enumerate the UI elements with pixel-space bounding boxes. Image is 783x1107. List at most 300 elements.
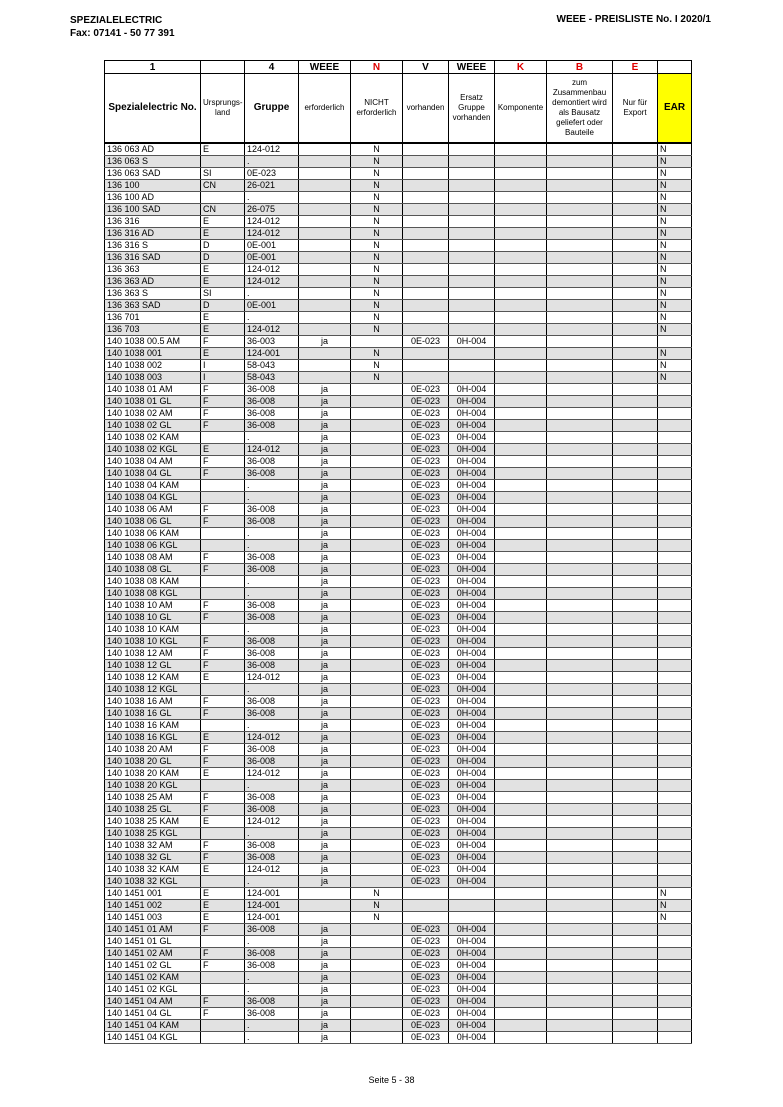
cell-kit: [547, 888, 613, 900]
cell-not-required: [351, 708, 403, 720]
cell-export: [613, 444, 658, 456]
cell-part-number: 140 1038 06 KGL: [105, 540, 201, 552]
cell-kit: [547, 552, 613, 564]
cell-available: 0E-023: [403, 684, 449, 696]
table-row: [105, 996, 692, 1008]
cell-ear: [658, 516, 692, 528]
cell-ear: [658, 996, 692, 1008]
cell-not-required: [351, 840, 403, 852]
table-row: [105, 768, 692, 780]
cell-component: [495, 756, 547, 768]
cell-replacement-group: 0H-004: [449, 792, 495, 804]
cell-origin: F: [201, 852, 245, 864]
cell-available: [403, 276, 449, 288]
cell-available: 0E-023: [403, 612, 449, 624]
cell-export: [613, 420, 658, 432]
cell-ear: N: [658, 312, 692, 324]
cell-group: 36-003: [245, 336, 299, 348]
cell-ear: [658, 612, 692, 624]
cell-export: [613, 216, 658, 228]
cell-part-number: 140 1038 20 AM: [105, 744, 201, 756]
cell-available: 0E-023: [403, 780, 449, 792]
table-row: [105, 324, 692, 336]
cell-replacement-group: 0H-004: [449, 864, 495, 876]
table-row: [105, 912, 692, 924]
cell-kit: [547, 480, 613, 492]
cell-export: [613, 708, 658, 720]
table-row: [105, 552, 692, 564]
cell-available: [403, 900, 449, 912]
cell-part-number: 140 1038 20 KAM: [105, 768, 201, 780]
cell-part-number: 140 1038 06 GL: [105, 516, 201, 528]
cell-component: [495, 816, 547, 828]
cell-kit: [547, 864, 613, 876]
cell-group: 124-012: [245, 228, 299, 240]
cell-replacement-group: 0H-004: [449, 600, 495, 612]
table-row: [105, 936, 692, 948]
cell-weee-required: [299, 252, 351, 264]
cell-origin: F: [201, 396, 245, 408]
cell-ear: [658, 852, 692, 864]
cell-available: 0E-023: [403, 960, 449, 972]
cell-ear: [658, 972, 692, 984]
cell-group: 36-008: [245, 396, 299, 408]
cell-origin: E: [201, 900, 245, 912]
cell-replacement-group: 0H-004: [449, 996, 495, 1008]
cell-replacement-group: 0H-004: [449, 564, 495, 576]
table-row: [105, 156, 692, 168]
cell-weee-required: ja: [299, 840, 351, 852]
cell-not-required: N: [351, 300, 403, 312]
cell-export: [613, 528, 658, 540]
cell-origin: [201, 828, 245, 840]
page-number: Seite 5 - 38: [368, 1075, 415, 1085]
cell-origin: E: [201, 912, 245, 924]
cell-replacement-group: 0H-004: [449, 732, 495, 744]
cell-part-number: 140 1038 06 AM: [105, 504, 201, 516]
cell-export: [613, 396, 658, 408]
cell-export: [613, 516, 658, 528]
cell-kit: [547, 384, 613, 396]
cell-ear: [658, 708, 692, 720]
cell-origin: [201, 624, 245, 636]
cell-ear: N: [658, 360, 692, 372]
cell-not-required: [351, 972, 403, 984]
cell-replacement-group: [449, 288, 495, 300]
cell-origin: E: [201, 816, 245, 828]
cell-origin: F: [201, 516, 245, 528]
cell-available: [403, 912, 449, 924]
cell-group: 36-008: [245, 636, 299, 648]
cell-available: 0E-023: [403, 1020, 449, 1032]
table-row: [105, 960, 692, 972]
cell-component: [495, 696, 547, 708]
cell-available: 0E-023: [403, 540, 449, 552]
cell-component: [495, 732, 547, 744]
cell-origin: D: [201, 252, 245, 264]
cell-replacement-group: [449, 276, 495, 288]
cell-replacement-group: 0H-004: [449, 612, 495, 624]
cell-origin: F: [201, 600, 245, 612]
table-row: [105, 588, 692, 600]
cell-not-required: [351, 1008, 403, 1020]
cell-replacement-group: 0H-004: [449, 540, 495, 552]
cell-replacement-group: 0H-004: [449, 624, 495, 636]
cell-ear: [658, 528, 692, 540]
table-row: [105, 252, 692, 264]
cell-component: [495, 828, 547, 840]
cell-not-required: N: [351, 216, 403, 228]
cell-export: [613, 408, 658, 420]
cell-not-required: [351, 384, 403, 396]
cell-origin: E: [201, 276, 245, 288]
cell-ear: N: [658, 240, 692, 252]
cell-export: [613, 720, 658, 732]
cell-weee-required: ja: [299, 876, 351, 888]
cell-weee-required: ja: [299, 492, 351, 504]
cell-group: 36-008: [245, 696, 299, 708]
cell-origin: F: [201, 924, 245, 936]
cell-not-required: [351, 396, 403, 408]
cell-component: [495, 300, 547, 312]
cell-origin: D: [201, 240, 245, 252]
cell-part-number: 140 1038 12 GL: [105, 660, 201, 672]
cell-kit: [547, 804, 613, 816]
cell-part-number: 140 1038 001: [105, 348, 201, 360]
cell-not-required: [351, 516, 403, 528]
cell-ear: [658, 504, 692, 516]
cell-ear: [658, 636, 692, 648]
cell-component: [495, 624, 547, 636]
cell-origin: F: [201, 564, 245, 576]
cell-group: 36-008: [245, 852, 299, 864]
cell-kit: [547, 228, 613, 240]
table-row: [105, 540, 692, 552]
cell-export: [613, 576, 658, 588]
cell-replacement-group: 0H-004: [449, 684, 495, 696]
cell-part-number: 140 1038 10 AM: [105, 600, 201, 612]
cell-ear: N: [658, 372, 692, 384]
cell-replacement-group: [449, 204, 495, 216]
cell-export: [613, 732, 658, 744]
cell-kit: [547, 672, 613, 684]
cell-export: [613, 180, 658, 192]
cell-not-required: [351, 804, 403, 816]
cell-kit: [547, 408, 613, 420]
cell-export: [613, 456, 658, 468]
cell-group: .: [245, 984, 299, 996]
cell-origin: F: [201, 336, 245, 348]
cell-component: [495, 324, 547, 336]
cell-part-number: 140 1038 20 KGL: [105, 780, 201, 792]
cell-not-required: [351, 528, 403, 540]
cell-part-number: 140 1038 25 KAM: [105, 816, 201, 828]
cell-part-number: 136 063 AD: [105, 143, 201, 156]
cell-available: 0E-023: [403, 384, 449, 396]
cell-available: [403, 888, 449, 900]
cell-not-required: [351, 468, 403, 480]
cell-weee-required: ja: [299, 552, 351, 564]
table-row: [105, 300, 692, 312]
cell-ear: N: [658, 252, 692, 264]
cell-ear: N: [658, 192, 692, 204]
cell-weee-required: ja: [299, 972, 351, 984]
cell-ear: [658, 444, 692, 456]
cell-weee-required: ja: [299, 672, 351, 684]
cell-replacement-group: 0H-004: [449, 972, 495, 984]
cell-group: .: [245, 288, 299, 300]
cell-component: [495, 216, 547, 228]
cell-component: [495, 528, 547, 540]
cell-origin: F: [201, 792, 245, 804]
cell-ear: N: [658, 228, 692, 240]
cell-weee-required: ja: [299, 1008, 351, 1020]
cell-ear: [658, 564, 692, 576]
cell-export: [613, 252, 658, 264]
cell-available: [403, 300, 449, 312]
cell-weee-required: [299, 288, 351, 300]
cell-replacement-group: 0H-004: [449, 780, 495, 792]
cell-replacement-group: [449, 900, 495, 912]
cell-ear: [658, 576, 692, 588]
cell-kit: [547, 143, 613, 156]
table-row: [105, 216, 692, 228]
cell-not-required: [351, 936, 403, 948]
cell-not-required: [351, 336, 403, 348]
cell-available: 0E-023: [403, 972, 449, 984]
cell-weee-required: ja: [299, 696, 351, 708]
cell-not-required: [351, 684, 403, 696]
cell-kit: [547, 156, 613, 168]
cell-replacement-group: 0H-004: [449, 408, 495, 420]
cell-weee-required: ja: [299, 756, 351, 768]
cell-group: 36-008: [245, 660, 299, 672]
cell-part-number: 136 363 AD: [105, 276, 201, 288]
cell-available: 0E-023: [403, 672, 449, 684]
cell-group: 0E-001: [245, 252, 299, 264]
cell-not-required: [351, 984, 403, 996]
cell-origin: F: [201, 708, 245, 720]
cell-not-required: N: [351, 348, 403, 360]
col-code-6: V: [403, 61, 449, 74]
cell-weee-required: ja: [299, 396, 351, 408]
cell-available: 0E-023: [403, 576, 449, 588]
cell-kit: [547, 396, 613, 408]
cell-not-required: [351, 576, 403, 588]
table-row: [105, 1032, 692, 1044]
cell-replacement-group: 0H-004: [449, 336, 495, 348]
cell-part-number: 140 1038 10 KAM: [105, 624, 201, 636]
cell-weee-required: ja: [299, 780, 351, 792]
table-row: [105, 168, 692, 180]
cell-part-number: 136 701: [105, 312, 201, 324]
cell-not-required: [351, 864, 403, 876]
col-label-component: Komponente: [495, 74, 547, 144]
cell-available: [403, 192, 449, 204]
cell-kit: [547, 1008, 613, 1020]
cell-group: 36-008: [245, 564, 299, 576]
cell-component: [495, 912, 547, 924]
table-row: [105, 420, 692, 432]
cell-weee-required: ja: [299, 636, 351, 648]
cell-export: [613, 696, 658, 708]
cell-component: [495, 396, 547, 408]
cell-origin: [201, 492, 245, 504]
cell-export: [613, 636, 658, 648]
cell-kit: [547, 600, 613, 612]
cell-replacement-group: 0H-004: [449, 516, 495, 528]
cell-export: [613, 204, 658, 216]
table-row: [105, 504, 692, 516]
cell-origin: E: [201, 264, 245, 276]
cell-replacement-group: [449, 264, 495, 276]
table-row: [105, 1008, 692, 1020]
cell-available: 0E-023: [403, 792, 449, 804]
cell-kit: [547, 624, 613, 636]
cell-kit: [547, 996, 613, 1008]
cell-weee-required: ja: [299, 516, 351, 528]
cell-component: [495, 480, 547, 492]
cell-group: 124-012: [245, 864, 299, 876]
cell-origin: [201, 432, 245, 444]
table-row: [105, 684, 692, 696]
cell-not-required: [351, 588, 403, 600]
cell-available: [403, 216, 449, 228]
cell-kit: [547, 588, 613, 600]
cell-part-number: 140 1038 06 KAM: [105, 528, 201, 540]
cell-origin: E: [201, 672, 245, 684]
cell-weee-required: ja: [299, 528, 351, 540]
cell-group: .: [245, 1020, 299, 1032]
cell-export: [613, 876, 658, 888]
cell-export: [613, 504, 658, 516]
cell-part-number: 140 1038 25 AM: [105, 792, 201, 804]
cell-part-number: 136 363 S: [105, 288, 201, 300]
cell-available: 0E-023: [403, 468, 449, 480]
cell-component: [495, 792, 547, 804]
cell-origin: [201, 588, 245, 600]
cell-ear: [658, 732, 692, 744]
document-title: WEEE - PREISLISTE No. I 2020/1: [556, 14, 711, 25]
table-row: [105, 288, 692, 300]
col-code-4: WEEE: [299, 61, 351, 74]
cell-ear: [658, 1020, 692, 1032]
cell-export: [613, 948, 658, 960]
cell-ear: N: [658, 216, 692, 228]
cell-weee-required: [299, 204, 351, 216]
cell-export: [613, 624, 658, 636]
cell-not-required: [351, 828, 403, 840]
cell-group: .: [245, 528, 299, 540]
cell-component: [495, 948, 547, 960]
table-row: [105, 804, 692, 816]
cell-origin: F: [201, 648, 245, 660]
cell-not-required: N: [351, 324, 403, 336]
cell-available: [403, 168, 449, 180]
cell-available: 0E-023: [403, 840, 449, 852]
cell-group: 124-012: [245, 444, 299, 456]
cell-group: .: [245, 576, 299, 588]
cell-not-required: [351, 924, 403, 936]
cell-available: 0E-023: [403, 816, 449, 828]
cell-component: [495, 456, 547, 468]
cell-part-number: 140 1038 20 GL: [105, 756, 201, 768]
cell-component: [495, 636, 547, 648]
cell-not-required: N: [351, 228, 403, 240]
cell-replacement-group: 0H-004: [449, 1020, 495, 1032]
cell-origin: F: [201, 636, 245, 648]
cell-available: 0E-023: [403, 984, 449, 996]
cell-not-required: [351, 768, 403, 780]
cell-component: [495, 408, 547, 420]
table-row: [105, 720, 692, 732]
cell-origin: E: [201, 732, 245, 744]
cell-ear: [658, 384, 692, 396]
cell-available: 0E-023: [403, 396, 449, 408]
cell-group: 124-012: [245, 672, 299, 684]
cell-ear: [658, 840, 692, 852]
cell-component: [495, 852, 547, 864]
cell-weee-required: [299, 312, 351, 324]
table-row: [105, 336, 692, 348]
cell-origin: [201, 540, 245, 552]
cell-weee-required: ja: [299, 432, 351, 444]
cell-origin: SI: [201, 168, 245, 180]
cell-part-number: 140 1038 32 KGL: [105, 876, 201, 888]
cell-origin: F: [201, 552, 245, 564]
cell-available: 0E-023: [403, 804, 449, 816]
cell-export: [613, 924, 658, 936]
cell-origin: F: [201, 384, 245, 396]
cell-available: 0E-023: [403, 696, 449, 708]
cell-part-number: 140 1451 02 KGL: [105, 984, 201, 996]
cell-export: [613, 612, 658, 624]
cell-not-required: [351, 480, 403, 492]
cell-available: 0E-023: [403, 552, 449, 564]
cell-export: [613, 468, 658, 480]
col-code-10: E: [613, 61, 658, 74]
cell-ear: [658, 432, 692, 444]
cell-replacement-group: 0H-004: [449, 708, 495, 720]
col-label-required: erforderlich: [299, 74, 351, 144]
cell-available: 0E-023: [403, 864, 449, 876]
cell-ear: [658, 1008, 692, 1020]
cell-origin: E: [201, 768, 245, 780]
cell-component: [495, 156, 547, 168]
table-row: [105, 384, 692, 396]
col-code-1: 1: [105, 61, 201, 74]
cell-group: .: [245, 492, 299, 504]
cell-component: [495, 180, 547, 192]
cell-origin: [201, 528, 245, 540]
cell-component: [495, 360, 547, 372]
cell-kit: [547, 324, 613, 336]
cell-export: [613, 360, 658, 372]
cell-ear: N: [658, 288, 692, 300]
cell-not-required: [351, 1020, 403, 1032]
table-row: [105, 828, 692, 840]
cell-origin: [201, 780, 245, 792]
cell-kit: [547, 264, 613, 276]
table-row: [105, 492, 692, 504]
cell-kit: [547, 1032, 613, 1044]
cell-part-number: 140 1038 32 GL: [105, 852, 201, 864]
cell-group: .: [245, 684, 299, 696]
cell-available: [403, 180, 449, 192]
cell-replacement-group: 0H-004: [449, 816, 495, 828]
cell-not-required: [351, 660, 403, 672]
cell-component: [495, 612, 547, 624]
